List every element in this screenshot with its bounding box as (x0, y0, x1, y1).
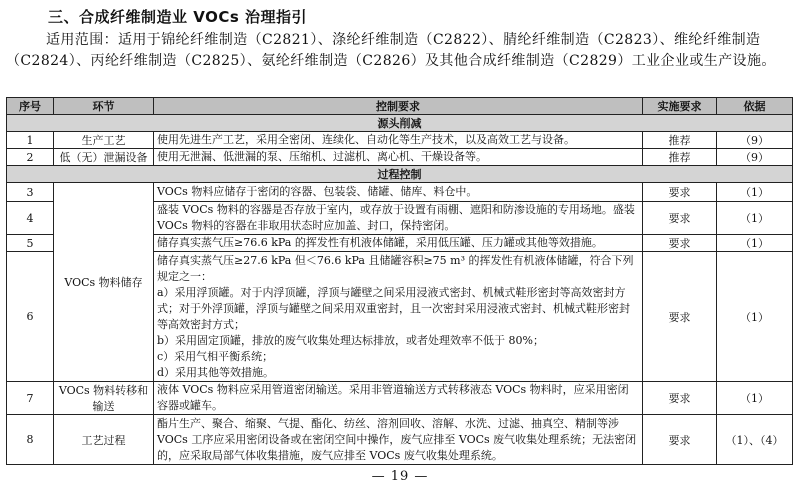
section-label-process: 过程控制 (7, 166, 793, 183)
row-level: 要求 (643, 382, 717, 415)
row-no: 4 (7, 202, 54, 235)
row-requirement (154, 415, 643, 465)
table-row (7, 132, 793, 149)
row-level: 要求 (643, 183, 717, 202)
requirement-line: VOCs 物料应储存于密闭的容器、包装袋、储罐、储库、料仓中。 (157, 185, 478, 198)
row-level: 要求 (643, 235, 717, 252)
row-basis: （9） (717, 149, 793, 166)
row-level: 要求 (643, 415, 717, 465)
table-row (7, 415, 793, 465)
requirement-line: 储存真实蒸气压≥27.6 kPa 但＜76.6 kPa 且储罐容积≥75 m³ 的挥发性有机液体储罐，符合下列规定之一： (157, 253, 634, 283)
row-basis: （1） (717, 183, 793, 202)
row-no: 6 (7, 252, 54, 382)
row-basis: （9） (717, 132, 793, 149)
table-row (7, 183, 793, 202)
row-link: 低（无）泄漏设备 (54, 149, 154, 166)
requirement-line: a）采用浮顶罐。对于内浮顶罐，浮顶与罐壁之间采用浸液式密封、机械式鞋形密封等高效密封方式；对于外浮顶罐，浮顶与罐壁之间采用双重密封，且一次密封采用浸液式密封、机械式鞋形密封等高效密封方式； (157, 285, 630, 331)
header-link: 环节 (54, 98, 154, 115)
table-header-row (7, 98, 793, 115)
row-basis: （1） (717, 252, 793, 382)
scope-paragraph: 适用范围：适用于锦纶纤维制造（C2821）、涤纶纤维制造（C2822）、腈纶纤维制造（C2823）、维纶纤维制造（C2824）、丙纶纤维制造（C2825）、氨纶纤维制造（C2826）及其他合成纤维制造（C2829）工业企业或生产设施。 (6, 32, 776, 69)
header-no: 序号 (7, 98, 54, 115)
row-requirement (154, 202, 643, 235)
header-level: 实施要求 (643, 98, 717, 115)
row-no: 8 (7, 415, 54, 465)
requirement-line: 使用先进生产工艺，采用全密闭、连续化、自动化等生产技术，以及高效工艺与设备。 (157, 133, 575, 146)
requirement-line: b）采用固定顶罐，排放的废气收集处理达标排放，或者处理效率不低于 80%； (157, 333, 544, 347)
row-requirement (154, 149, 643, 166)
row-basis: （1）、（4） (717, 415, 793, 465)
requirement-line: 盛装 VOCs 物料的容器是否存放于室内，或存放于设置有雨棚、遮阳和防渗设施的专用场地。盛装 VOCs 物料的容器在非取用状态时应加盖、封口，保持密闭。 (157, 203, 635, 232)
row-basis: （1） (717, 202, 793, 235)
row-level: 要求 (643, 252, 717, 382)
row-requirement (154, 235, 643, 252)
table-row (7, 149, 793, 166)
row-link: 生产工艺 (54, 132, 154, 149)
row-link: VOCs 物料转移和输送 (54, 382, 154, 415)
requirement-line: 酯片生产、聚合、缩聚、气提、酯化、纺丝、溶剂回收、溶解、水洗、过滤、抽真空、精制等涉 VOCs 工序应采用密闭设备或在密闭空间中操作，废气应排至 VOCs 废气收集处理系统；无法密闭的，应采取局部气体收集措施，废气应排至 VOCs 废气收集处理系统。 (157, 416, 637, 462)
table-row (7, 382, 793, 415)
row-no: 2 (7, 149, 54, 166)
requirement-line: 液体 VOCs 物料应采用管道密闭输送。采用非管道输送方式转移液态 VOCs 物料时，应采用密闭容器或罐车。 (157, 383, 629, 412)
requirement-line: 储存真实蒸气压≥76.6 kPa 的挥发性有机液体储罐，采用低压罐、压力罐或其他等效措施。 (157, 236, 603, 249)
row-no: 7 (7, 382, 54, 415)
row-link: 工艺过程 (54, 415, 154, 465)
section-label-source: 源头削减 (7, 115, 793, 132)
row-level: 推荐 (643, 132, 717, 149)
page-number: — 19 — (371, 469, 429, 484)
row-no: 3 (7, 183, 54, 202)
header-basis: 依据 (717, 98, 793, 115)
row-basis: （1） (717, 235, 793, 252)
row-no: 5 (7, 235, 54, 252)
row-requirement (154, 183, 643, 202)
requirement-line: d）采用其他等效措施。 (157, 365, 275, 379)
section-row-source (7, 115, 793, 132)
row-requirement (154, 382, 643, 415)
section-row-process (7, 166, 793, 183)
control-table (6, 97, 793, 465)
row-requirement (154, 252, 643, 382)
requirement-line: c）采用气相平衡系统； (157, 349, 274, 363)
row-link: VOCs 物料储存 (54, 183, 154, 382)
section-heading: 三、合成纤维制造业 VOCs 治理指引 (48, 8, 307, 26)
row-requirement (154, 132, 643, 149)
row-no: 1 (7, 132, 54, 149)
row-level: 要求 (643, 202, 717, 235)
row-basis: （1） (717, 382, 793, 415)
header-requirement: 控制要求 (154, 98, 643, 115)
requirement-line: 使用无泄漏、低泄漏的泵、压缩机、过滤机、离心机、干燥设备等。 (157, 150, 487, 163)
row-level: 推荐 (643, 149, 717, 166)
